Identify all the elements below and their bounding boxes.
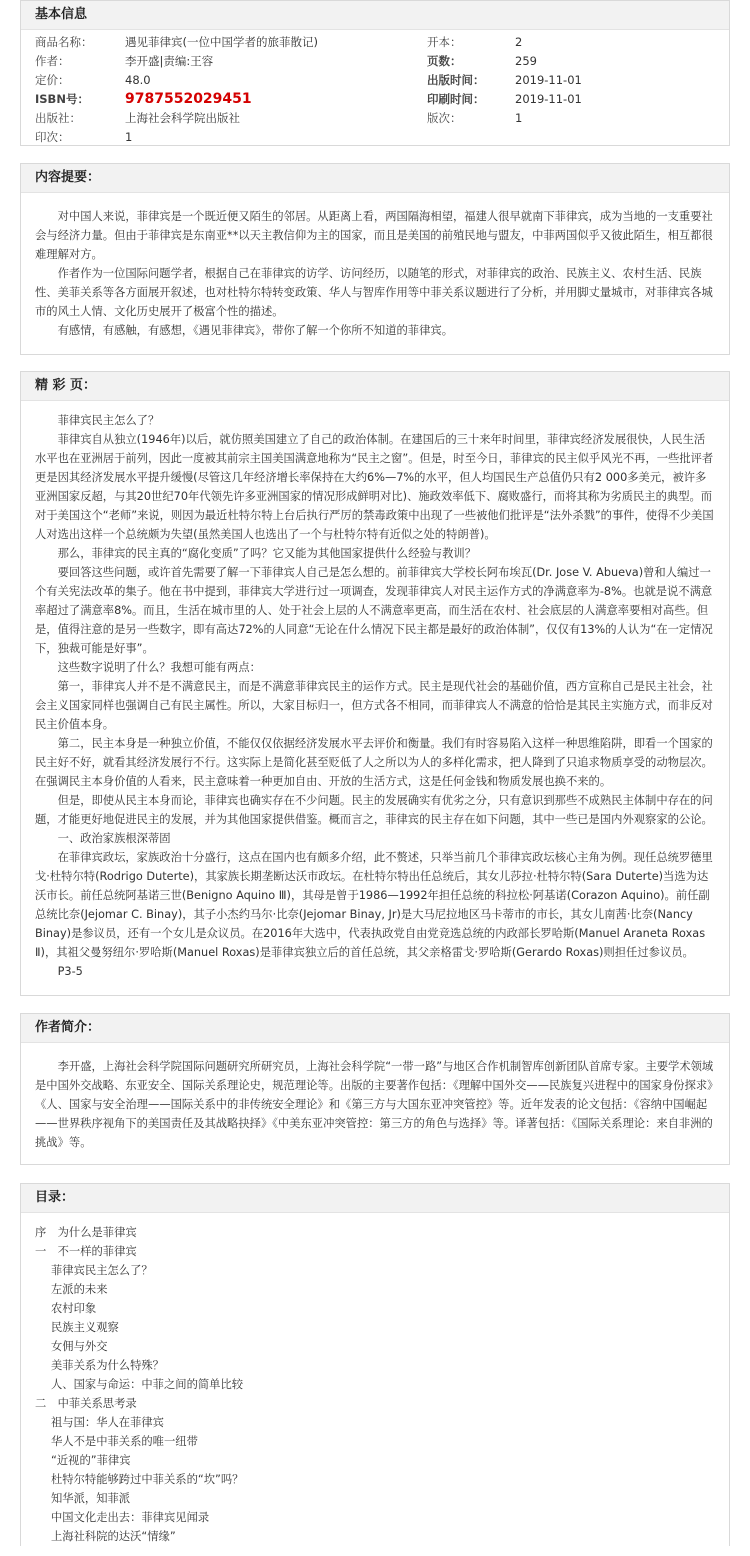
toc-item: 二 中菲关系思考录: [35, 1397, 137, 1410]
author-paragraph: 李开盛，上海社会科学院国际问题研究所研究员，上海社会科学院“一带一路”与地区合作机制智库创新团队首席专家。主要学术领域是中国外交战略、东亚安全、国际关系理论史，规范理论等。出版的主要著作包括：《理解中国外交——民族复兴进程中的国家身份探求》《人、国家与安全治理——国际关系中的非传统安全理论》和《第三方与大国东亚冲突管控》等。近年发表的论文包括：《容纳中国崛起——世界秩序视角下的美国责任及其战略抉择》《中美东亚冲突管控：第三方的角色与选择》等。译著包括：《国际关系理论：来自非洲的挑战》等。: [35, 1060, 714, 1149]
info-row-impression: [35, 128, 132, 147]
info-value: 259: [515, 54, 537, 68]
excerpt-paragraph: 这些数字说明了什么？我想可能有两点：: [57, 661, 261, 674]
info-row-edition: [427, 109, 522, 128]
summary-title: 内容提要：: [21, 164, 729, 193]
info-label: 作者：: [35, 54, 70, 68]
toc-item: 祖与国：华人在菲律宾: [51, 1416, 164, 1429]
toc-item: 民族主义观察: [51, 1321, 119, 1334]
basic-info-section: [20, 0, 730, 146]
excerpt-paragraph: 那么，菲律宾的民主真的“腐化变质”了吗？它又能为其他国家提供什么经验与教训？: [57, 547, 476, 560]
excerpt-paragraph: 要回答这些问题，或许首先需要了解一下菲律宾人自己是怎么想的。前菲律宾大学校长阿布埃瓦(Dr. Jose V. Abueva)曾和人编过一个有关宪法改革的集子。他在书中提到，菲律宾大学进行过一项调查，发现菲律宾人对民主运作方式的净满意率为-8%。也就是说不满意率超过了满意率8%。而且，生活在城市里的人、处于社会上层的人不满意率更高，而生活在农村、社会底层的人满意率要相对高些。但是，值得注意的是另一些数字，即有高达72%的人同意“无论在什么情况下民主都是最好的政治体制”，仅仅有13%的人认为“在一定情况下，独裁可能是好事”。: [35, 566, 713, 655]
excerpt-title: 精 彩 页：: [21, 372, 729, 401]
toc-title: 目录：: [21, 1184, 729, 1213]
excerpt-text: [21, 401, 729, 991]
author-title: 作者简介：: [21, 1014, 729, 1043]
toc-item: 上海社科院的达沃“情缘”: [51, 1530, 176, 1543]
summary-section: [20, 163, 730, 355]
info-value: 1: [125, 130, 133, 144]
summary-text: [21, 193, 729, 350]
info-value: 48.0: [125, 73, 151, 87]
info-row-format: [427, 33, 522, 52]
excerpt-paragraph: 菲律宾民主怎么了？: [57, 414, 160, 427]
info-value: 李开盛|责编:王容: [125, 54, 214, 68]
excerpt-paragraph: 一、政治家族根深蒂固: [57, 832, 171, 845]
info-label: ISBN号：: [35, 92, 89, 106]
info-row-price: [35, 71, 151, 90]
toc-item: 左派的未来: [51, 1283, 108, 1296]
info-label: 版次：: [427, 111, 462, 125]
toc-item: 杜特尔特能够跨过中菲关系的“坎”吗？: [51, 1473, 244, 1486]
excerpt-paragraph: 第一，菲律宾人并不是不满意民主，而是不满意菲律宾民主的运作方式。民主是现代社会的基础价值，西方宣称自己是民主社会，社会主义国家同样也强调自己有民主属性。所以，大家目标归一，但方式各不相同，而菲律宾人不满意的恰恰是其民主实施方式，而非反对民主价值本身。: [35, 680, 713, 731]
summary-paragraph: 作者作为一位国际问题学者，根据自己在菲律宾的访学、访问经历，以随笔的形式，对菲律宾的政治、民族主义、农村生活、民族性、美菲关系等各方面展开叙述，也对杜特尔特转变政策、华人与智库作用等中菲关系议题进行了分析，并用脚丈量城市，对菲律宾各城市的风土人情、文化历史展开了极富个性的描述。: [35, 267, 713, 318]
info-label: 页数：: [427, 54, 462, 68]
info-row-name: [35, 33, 318, 52]
info-row-isbn: [35, 90, 252, 109]
excerpt-section: [20, 371, 730, 996]
toc-item: 一 不一样的菲律宾: [35, 1245, 137, 1258]
info-label: 出版时间：: [427, 73, 485, 87]
toc-item: 菲律宾民主怎么了？: [51, 1264, 153, 1277]
toc-item: 人、国家与命运：中菲之间的简单比较: [51, 1378, 244, 1391]
toc-item: 中国文化走出去：菲律宾见闻录: [51, 1511, 210, 1524]
toc-item: 知华派，知菲派: [51, 1492, 131, 1505]
author-section: [20, 1013, 730, 1165]
excerpt-paragraph: 菲律宾自从独立(1946年)以后，就仿照美国建立了自己的政治体制。在建国后的三十来年时间里，菲律宾经济发展很快，人民生活水平也在亚洲居于前列，因此一度被其前宗主国美国满意地称为“民主之窗”。但是，时至今日，菲律宾的民主似乎风光不再，一些批评者更是因其经济发展水平提升缓慢(尽管这几年经济增长率保持在大约6%—7%的水平，但人均国民生产总值仍只有2 000多美元，被许多亚洲国家反超，与其20世纪70年代领先许多亚洲国家的情况形成鲜明对比)、施政效率低下、腐败盛行，而将其称为劣质民主的典型。而对于美国这个“老师”来说，则因为最近杜特尔特上台后执行严厉的禁毒政策中出现了一些被他们批评是“法外杀戮”的事件，使得不少美国人对选出这样一个总统颇为失望(虽然美国人也选出了一个与杜特尔特有近似之处的特朗普)。: [35, 433, 714, 541]
info-value: 1: [515, 111, 523, 125]
info-row-publisher: [35, 109, 240, 128]
info-value: 遇见菲律宾(一位中国学者的旅菲散记): [125, 35, 318, 49]
excerpt-page-ref: P3-5: [57, 965, 83, 978]
info-label: 开本：: [427, 35, 462, 49]
info-row-pages: [427, 52, 537, 71]
excerpt-paragraph: 第二，民主本身是一种独立价值，不能仅仅依据经济发展水平去评价和衡量。我们有时容易陷入这样一种思维陷阱，即看一个国家的民主好不好，就看其经济发展行不行。这实际上是简化甚至贬低了人之所以为人的多样化需求，把人降到了只追求物质享受的动物层次。在强调民主本身价值的人看来，民主意味着一种更加自由、开放的生活方式，这是任何金钱和物质发展也换不来的。: [35, 737, 713, 788]
info-value: 2: [515, 35, 523, 49]
basic-info-table: [21, 30, 729, 148]
info-label: 印刷时间：: [427, 92, 485, 106]
toc-list: [21, 1213, 729, 1556]
info-row-printdate: [427, 90, 582, 109]
info-row-author: [35, 52, 213, 71]
info-label: 出版社：: [35, 111, 81, 125]
toc-item: 女佣与外交: [51, 1340, 108, 1353]
info-value: 2019-11-01: [515, 73, 582, 87]
toc-item: 美菲关系为什么特殊？: [51, 1359, 164, 1372]
toc-item: “近视的”菲律宾: [51, 1454, 131, 1467]
toc-section: [20, 1183, 730, 1546]
excerpt-paragraph: 但是，即使从民主本身而论，菲律宾也确实存在不少问题。民主的发展确实有优劣之分，只有意识到那些不成熟民主体制中存在的问题，才能更好地促进民主的发展，并为其他国家提供借鉴。概而言之，菲律宾的民主存在如下问题，其中一些已是国内外观察家的公论。: [35, 794, 713, 826]
info-row-pubdate: [427, 71, 582, 90]
excerpt-paragraph: 在菲律宾政坛，家族政治十分盛行，这点在国内也有颇多介绍，此不赘述，只举当前几个菲律宾政坛核心主角为例。现任总统罗德里戈·杜特尔特(Rodrigo Duterte)，其家族长期垄断达沃市政坛。在杜特尔特出任总统后，其女儿莎拉·杜特尔特(Sara Duterte)当选为达沃市长。前任总统阿基诺三世(Benigno Aquino Ⅲ)，其母是曾于1986—1992年担任总统的科拉松·阿基诺(Corazon Aquino)。前任副总统比奈(Jejomar C. Binay)，其子小杰约马尔·比奈(Jejomar Binay, Jr)是大马尼拉地区马卡蒂市的市长，其女儿南茜·比奈(Nancy Binay)是参议员，还有一个女儿是众议员。在2016年大选中，代表执政党自由党竞选总统的内政部长罗哈斯(Manuel Araneta Roxas Ⅱ)，其祖父曼努纽尔·罗哈斯(Manuel Roxas)是菲律宾独立后的首任总统，其父亲格雷戈·罗哈斯(Gerardo Roxas)则担任过参议员。: [35, 851, 713, 959]
toc-item: 华人不是中菲关系的唯一纽带: [51, 1435, 198, 1448]
info-value: 2019-11-01: [515, 92, 582, 106]
isbn-value: 9787552029451: [125, 91, 252, 107]
summary-paragraph: 有感情，有感触，有感想，《遇见菲律宾》，带你了解一个你所不知道的菲律宾。: [57, 324, 453, 337]
basic-info-title: 基本信息: [21, 1, 729, 30]
toc-item: 序 为什么是菲律宾: [35, 1226, 137, 1239]
toc-item: 农村印象: [51, 1302, 97, 1315]
info-label: 定价：: [35, 73, 70, 87]
info-label: 商品名称：: [35, 35, 93, 49]
info-label: 印次：: [35, 130, 70, 144]
summary-paragraph: 对中国人来说，菲律宾是一个既近便又陌生的邻居。从距离上看，两国隔海相望，福建人很早就南下菲律宾，成为当地的一支重要社会与经济力量。但由于菲律宾是东南亚**以天主教信仰为主的国家，而且是美国的前殖民地与盟友，中菲两国似乎又彼此陌生，相互都很难理解对方。: [35, 210, 713, 261]
info-value: 上海社会科学院出版社: [125, 111, 240, 125]
author-text: [21, 1043, 729, 1162]
